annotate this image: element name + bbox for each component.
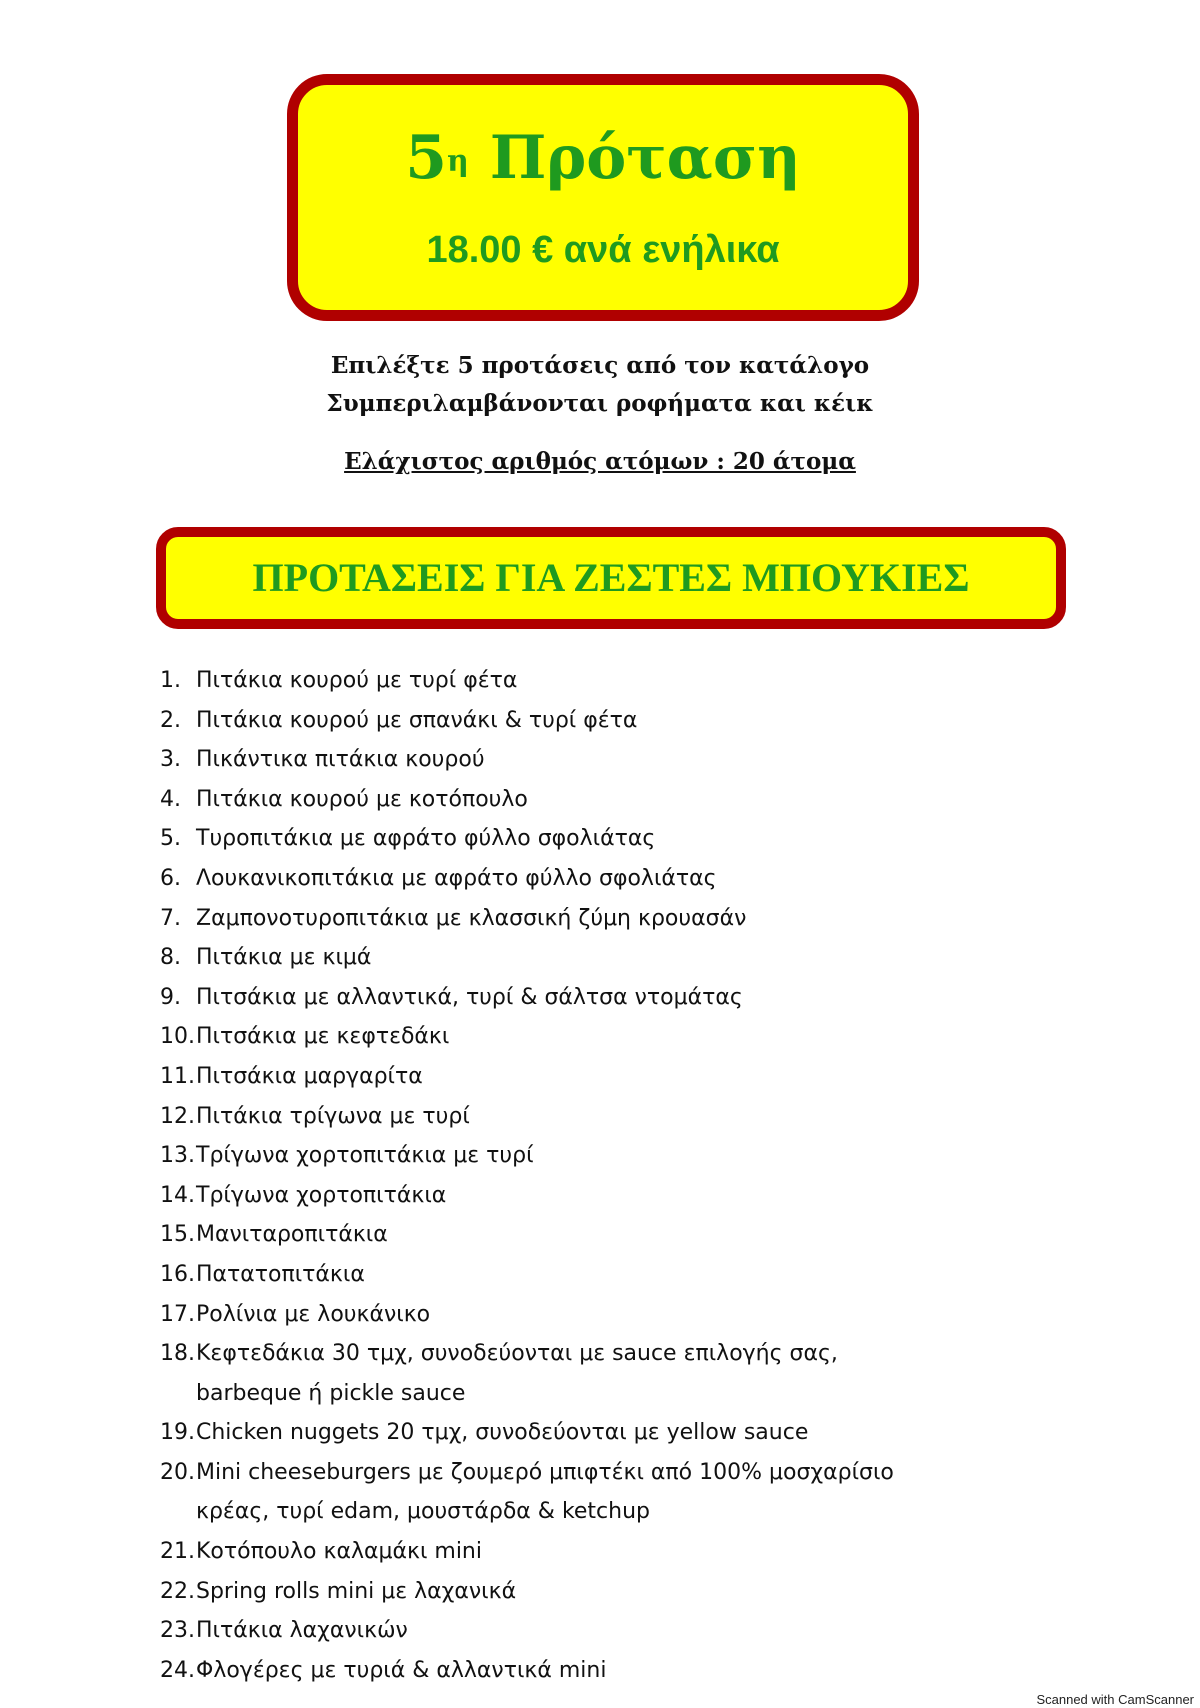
list-item-text: Πιτάκια κουρού με τυρί φέτα xyxy=(196,668,518,693)
list-item xyxy=(160,1295,894,1335)
list-item-text: Πικάντικα πιτάκια κουρού xyxy=(196,747,485,773)
list-item xyxy=(160,701,894,741)
list-item xyxy=(160,1057,894,1097)
list-item-text: Κοτόπουλο καλαμάκι mini xyxy=(196,1539,482,1565)
list-item xyxy=(160,1097,894,1137)
list-item xyxy=(160,1572,894,1612)
list-item-number: 13. xyxy=(160,1143,195,1169)
list-item xyxy=(160,661,894,701)
list-item xyxy=(160,938,894,978)
list-item-text: Πιτάκια με κιμά xyxy=(196,945,372,971)
list-item xyxy=(160,780,894,820)
list-item xyxy=(160,1017,894,1057)
instruction-line: Επιλέξτε 5 προτάσεις από τον κατάλογο xyxy=(330,352,870,379)
list-item-number: 5. xyxy=(160,826,181,852)
offer-ordinal-suffix: η xyxy=(447,144,469,179)
list-item-text: Πιτσάκια με αλλαντικά, τυρί & σάλτσα ντομάτας xyxy=(196,984,743,1010)
list-item-text: Τρίγωνα χορτοπιτάκια xyxy=(196,1182,447,1208)
list-item xyxy=(160,1176,894,1216)
list-item-text: Πιτάκια τρίγωνα με τυρί xyxy=(196,1103,470,1129)
list-item xyxy=(160,1413,894,1453)
list-item-text: Πιτσάκια μαργαρίτα xyxy=(196,1063,423,1089)
list-item-number: 6. xyxy=(160,865,181,891)
list-item-text: Πιτάκια κουρού με σπανάκι & τυρί φέτα xyxy=(196,707,638,733)
list-item xyxy=(160,1136,894,1176)
list-item-number: 16. xyxy=(160,1261,195,1287)
list-item-text: Λουκανικοπιτάκια με αφράτο φύλλο σφολιάτας xyxy=(196,865,717,891)
list-item xyxy=(160,740,894,780)
list-item-text: Πατατοπιτάκια xyxy=(196,1261,365,1287)
list-item-text: Τυροπιτάκια με αφράτο φύλλο σφολιάτας xyxy=(196,826,656,852)
list-item-text: Φλογέρες με τυριά & αλλαντικά mini xyxy=(196,1657,607,1683)
section-heading: ΠΡΟΤΑΣΕΙΣ ΓΙΑ ΖΕΣΤΕΣ ΜΠΟΥΚΙΕΣ xyxy=(252,555,970,600)
list-item-text: barbeque ή pickle sauce xyxy=(196,1380,466,1406)
list-item-number: 1. xyxy=(160,668,181,693)
list-item-number: 23. xyxy=(160,1618,195,1644)
list-item xyxy=(160,1255,894,1295)
list-item-text: κρέας, τυρί edam, μουστάρδα & ketchup xyxy=(196,1499,651,1525)
list-item xyxy=(160,859,894,899)
list-item-number: 10. xyxy=(160,1024,195,1050)
list-item-number: 18. xyxy=(160,1341,195,1367)
list-item-number: 2. xyxy=(160,707,181,733)
offer-number: 5 xyxy=(405,123,448,193)
list-item-text: Πιτάκια λαχανικών xyxy=(196,1618,408,1644)
list-item xyxy=(160,1453,894,1532)
offer-word: Πρόταση xyxy=(489,123,801,193)
list-item-number: 20. xyxy=(160,1459,195,1485)
list-item-number: 8. xyxy=(160,945,181,971)
list-item-number: 21. xyxy=(160,1539,195,1565)
list-item-number: 7. xyxy=(160,905,181,931)
list-item-number: 14. xyxy=(160,1182,195,1208)
list-item-number: 9. xyxy=(160,984,181,1010)
list-item-number: 17. xyxy=(160,1301,195,1327)
list-item xyxy=(160,1651,894,1691)
list-item xyxy=(160,1215,894,1255)
list-item-number: 3. xyxy=(160,747,181,773)
list-item xyxy=(160,899,894,939)
list-item-text: Spring rolls mini με λαχανικά xyxy=(196,1578,517,1604)
offer-title-box xyxy=(287,74,919,321)
menu-list xyxy=(160,661,894,1690)
list-item-number: 15. xyxy=(160,1222,195,1248)
offer-title xyxy=(298,123,908,193)
list-item-text: Τρίγωνα χορτοπιτάκια με τυρί xyxy=(196,1143,534,1169)
list-item-text: Chicken nuggets 20 τμχ, συνοδεύονται με yellow sauce xyxy=(196,1420,809,1446)
list-item-text: Μανιταροπιτάκια xyxy=(196,1222,388,1248)
list-item-number: 11. xyxy=(160,1063,195,1089)
list-item-text: Ρολίνια με λουκάνικο xyxy=(196,1301,431,1327)
list-item-text: Πιτσάκια με κεφτεδάκι xyxy=(196,1024,450,1050)
list-item-number: 19. xyxy=(160,1420,195,1446)
scanner-watermark: Scanned with CamScanner xyxy=(1036,1692,1194,1707)
list-item-text: Mini cheeseburgers με ζουμερό μπιφτέκι από 100% μοσχαρίσιο xyxy=(196,1459,894,1485)
minimum-people-line: Ελάχιστος αριθμός ατόμων : 20 άτομα xyxy=(344,448,856,475)
list-item-number: 4. xyxy=(160,786,181,812)
list-item xyxy=(160,1334,894,1413)
list-item-number: 22. xyxy=(160,1578,195,1604)
list-item-number: 24. xyxy=(160,1657,195,1683)
list-item xyxy=(160,1532,894,1572)
list-item xyxy=(160,1611,894,1651)
section-heading-box xyxy=(156,527,1066,629)
offer-price: 18.00 € ανά ενήλικα xyxy=(426,229,780,271)
list-item xyxy=(160,819,894,859)
included-line: Συμπεριλαμβάνονται ροφήματα και κέικ xyxy=(326,390,874,417)
list-item-text: Πιτάκια κουρού με κοτόπουλο xyxy=(196,786,528,812)
list-item-text: Κεφτεδάκια 30 τμχ, συνοδεύονται με sauce επιλογής σας, xyxy=(196,1341,838,1367)
list-item-text: Ζαμπονοτυροπιτάκια με κλασσική ζύμη κρουασάν xyxy=(196,905,747,931)
list-item xyxy=(160,978,894,1018)
list-item-number: 12. xyxy=(160,1103,195,1129)
